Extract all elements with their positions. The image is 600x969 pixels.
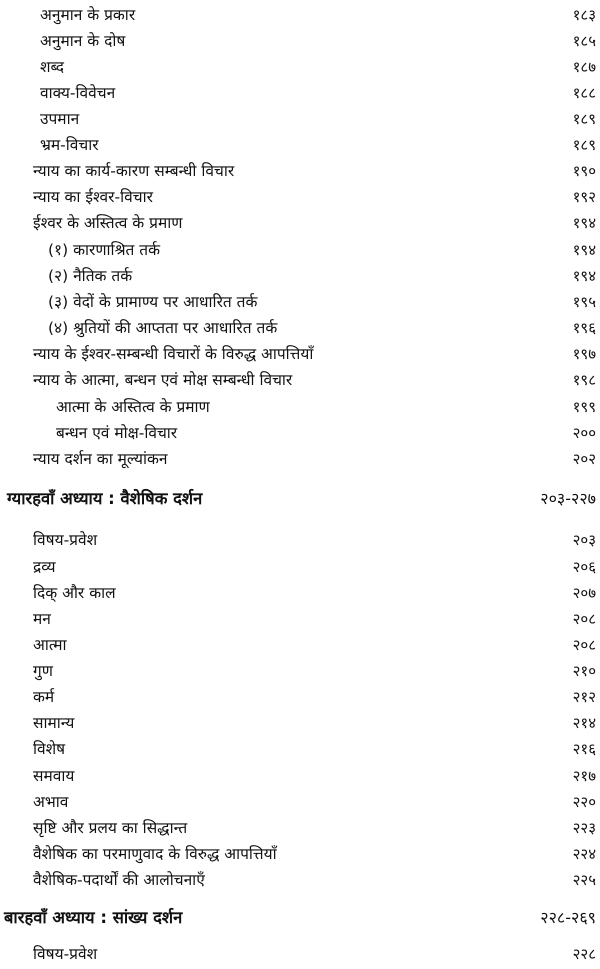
chapter-title: बारहवाँ अध्याय : सांख्य दर्शन [4, 908, 183, 927]
entry-page: १८५ [572, 32, 596, 50]
entry-page: १९४ [572, 267, 596, 285]
toc-row [0, 420, 600, 446]
entry-title: (३) वेदों के प्रामाण्य पर आधारित तर्क [48, 293, 258, 311]
toc-row [0, 367, 600, 393]
toc-row [0, 28, 600, 54]
entry-page: २२८ [572, 945, 596, 963]
entry-title: वाक्य-विवेचन [40, 84, 116, 102]
entry-page: १९४ [572, 214, 596, 232]
entry-page: २२० [572, 793, 596, 811]
toc-row [0, 394, 600, 420]
toc-row [0, 446, 600, 472]
entry-title: द्रव्य [33, 558, 56, 576]
toc-row [0, 54, 600, 80]
entry-page: १९६ [572, 319, 596, 337]
entry-title: आत्मा [33, 636, 67, 654]
entry-page: २२३ [572, 819, 596, 837]
entry-page: २०८ [572, 610, 596, 628]
entry-title: (४) श्रुतियों की आप्तता पर आधारित तर्क [48, 319, 278, 337]
entry-title: गुण [33, 662, 53, 680]
toc-row [0, 606, 600, 632]
entry-title: कर्म [33, 688, 55, 706]
entry-page: २०० [572, 424, 596, 442]
entry-title: वैशेषिक-पदार्थों की आलोचनाएँ [33, 871, 205, 889]
toc-row [0, 658, 600, 684]
toc-row [0, 263, 600, 289]
entry-title: शब्द [40, 58, 64, 76]
entry-title: समवाय [33, 767, 75, 785]
entry-title: बन्धन एवं मोक्ष-विचार [56, 424, 178, 442]
entry-title: न्याय के ईश्वर-सम्बन्धी विचारों के विरुद्ध आपत्तियाँ [33, 345, 314, 363]
entry-title: (१) कारणाश्रित तर्क [48, 241, 161, 259]
entry-title: वैशेषिक का परमाणुवाद के विरुद्ध आपत्तियाँ [33, 845, 277, 863]
toc-row [0, 736, 600, 762]
chapter-heading [0, 486, 600, 512]
toc-row [0, 2, 600, 28]
entry-page: २०२ [572, 450, 596, 468]
entry-title: अनुमान के दोष [40, 32, 126, 50]
toc-row [0, 710, 600, 736]
entry-page: १८७ [572, 58, 596, 76]
toc-row [0, 554, 600, 580]
entry-page: २०८ [572, 636, 596, 654]
chapter-page-range: २०३-२२७ [540, 489, 596, 508]
entry-page: १९५ [572, 293, 596, 311]
entry-page: २२५ [572, 871, 596, 889]
entry-page: २२४ [572, 845, 596, 863]
entry-title: दिक् और काल [33, 584, 116, 602]
toc-row [0, 80, 600, 106]
entry-title: सृष्टि और प्रलय का सिद्धान्त [33, 819, 188, 837]
toc-row [0, 763, 600, 789]
entry-title: विषय-प्रवेश [33, 531, 98, 549]
toc-row [0, 815, 600, 841]
entry-title: उपमान [40, 110, 80, 128]
entry-page: २१६ [572, 740, 596, 758]
entry-title: न्याय का ईश्वर-विचार [33, 188, 153, 206]
toc-row [0, 789, 600, 815]
entry-page: १९७ [572, 345, 596, 363]
entry-page: १९० [572, 162, 596, 180]
toc-row [0, 632, 600, 658]
entry-page: २०७ [572, 584, 596, 602]
toc-row [0, 315, 600, 341]
toc-row [0, 341, 600, 367]
entry-title: न्याय दर्शन का मूल्यांकन [33, 450, 168, 468]
entry-title: सामान्य [33, 714, 75, 732]
entry-title: आत्मा के अस्तित्व के प्रमाण [56, 398, 210, 416]
entry-title: भ्रम-विचार [40, 136, 99, 154]
entry-page: १९८ [572, 371, 596, 389]
chapter-heading [0, 905, 600, 931]
toc-row [0, 132, 600, 158]
entry-page: २१७ [572, 767, 596, 785]
entry-page: २०३ [572, 531, 596, 549]
chapter-title: ग्यारहवाँ अध्याय : वैशेषिक दर्शन [7, 489, 203, 508]
entry-page: २१४ [572, 714, 596, 732]
entry-page: १८३ [572, 6, 596, 24]
entry-page: १८८ [572, 84, 596, 102]
entry-title: न्याय के आत्मा, बन्धन एवं मोक्ष सम्बन्धी विचार [33, 371, 293, 389]
toc-row [0, 106, 600, 132]
entry-page: १८९ [572, 136, 596, 154]
entry-page: २१० [572, 662, 596, 680]
toc-row [0, 527, 600, 553]
entry-title: ईश्वर के अस्तित्व के प्रमाण [33, 214, 183, 232]
entry-title: न्याय का कार्य-कारण सम्बन्धी विचार [33, 162, 235, 180]
toc-row [0, 867, 600, 893]
toc-row [0, 210, 600, 236]
entry-title: विशेष [33, 740, 66, 758]
toc-row [0, 684, 600, 710]
toc-row [0, 580, 600, 606]
entry-page: २१२ [572, 688, 596, 706]
entry-title: अनुमान के प्रकार [40, 6, 136, 24]
entry-page: १९९ [572, 398, 596, 416]
toc-row [0, 289, 600, 315]
entry-page: २०६ [572, 558, 596, 576]
entry-title: (२) नैतिक तर्क [48, 267, 133, 285]
toc-row [0, 158, 600, 184]
toc-row [0, 841, 600, 867]
toc-row [0, 941, 600, 967]
entry-title: विषय-प्रवेश [33, 945, 98, 963]
entry-page: १८९ [572, 110, 596, 128]
chapter-page-range: २२८-२६९ [540, 908, 596, 927]
entry-page: १९२ [572, 188, 596, 206]
entry-title: अभाव [33, 793, 69, 811]
entry-title: मन [33, 610, 51, 628]
entry-page: १९४ [572, 241, 596, 259]
toc-row [0, 237, 600, 263]
toc-row [0, 184, 600, 210]
